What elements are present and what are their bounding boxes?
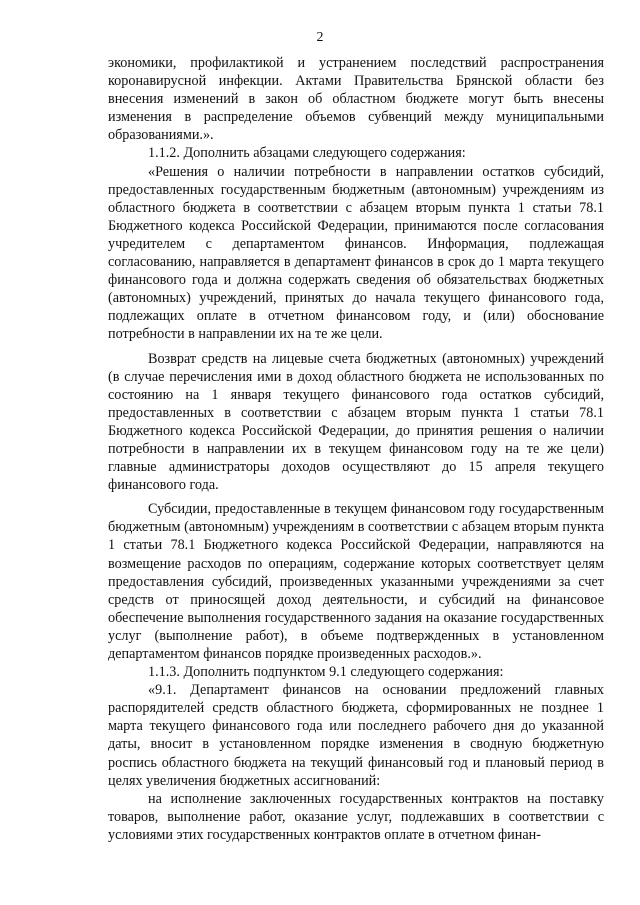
paragraph-decisions-on-residuals: «Решения о наличии потребности в направлении остатков субсидий, предоставленных государственным бюджетным (автономным) учреждениям из областного бюджета в соответствии с абзацем вторым пункта 1 статьи 78.1 Бюджетного кодекса Российской Федерации, принимаются после согласования учредителем с департаментом финансов. Информация, подлежащая согласованию, направляется в департамент финансов в срок до 1 марта текущего финансового года и должна содержать сведения об обязательствах бюджетных (автономных) учреждений, принятых до начала текущего финансового года, подлежащих оплате в отчетном финансовом году, и (или) обоснование потребности в направлении их на те же цели. xyxy=(108,163,604,343)
paragraph-return-of-funds: Возврат средств на лицевые счета бюджетных (автономных) учреждений (в случае перечисления ими в доход областного бюджета не использованных по состоянию на 1 января текущего финансового года остатков субсидий, предоставленных в соответствии с абзацем вторым пункта 1 статьи 78.1 Бюджетного кодекса Российской Федерации, до принятия решения о наличии потребности в направлении их в текущем финансовом году на те же цели) главные администраторы доходов осуществляют до 15 апреля текущего финансового года. xyxy=(108,350,604,494)
paragraph-item-9-1: «9.1. Департамент финансов на основании предложений главных распорядителей средств областного бюджета, сформированных не позднее 1 марта текущего финансового года или последнего рабочего дня до указанной даты, вносит в установленном порядке изменения в сводную бюджетную роспись областного бюджета на текущий финансовый год и плановый период в целях увеличения бюджетных ассигнований: xyxy=(108,682,604,789)
paragraph-subsidies: Субсидии, предоставленные в текущем финансовом году государственным бюджетным (автономным) учреждениям в соответствии с абзацем вторым пункта 1 статьи 78.1 Бюджетного кодекса Российской Федерации, направляются на возмещение расходов по операциям, содержание которых соответствует целям предоставления субсидий, произведенных указанными учреждениями за счет средств от приносящей доход деятельности, и субсидий на финансовое обеспечение выполнения государственного задания на оказание государственных услуг (выполнение работ), в объеме подтвержденных в установленном департаментом финансов порядке произведенных расходов.». xyxy=(108,501,604,662)
paragraph-continuation: экономики, профилактикой и устранением последствий распространения коронавирусной инфекции. Актами Правительства Брянской области без внесения изменений в закон об областном бюджете могут быть внесены изменения в распределение объемов субвенций между муниципальными образованиями.». xyxy=(108,55,604,144)
paragraph-item-1-1-2: 1.1.2. Дополнить абзацами следующего содержания: xyxy=(148,145,466,162)
paragraph-contracts: на исполнение заключенных государственных контрактов на поставку товаров, выполнение работ, оказание услуг, подлежавших в соответствии с условиями этих государственных контрактов оплате в отчетном финан- xyxy=(108,790,604,843)
document-body xyxy=(108,54,604,844)
paragraph-item-1-1-3: 1.1.3. Дополнить подпунктом 9.1 следующего содержания: xyxy=(148,664,504,681)
page-number: 2 xyxy=(316,30,324,45)
